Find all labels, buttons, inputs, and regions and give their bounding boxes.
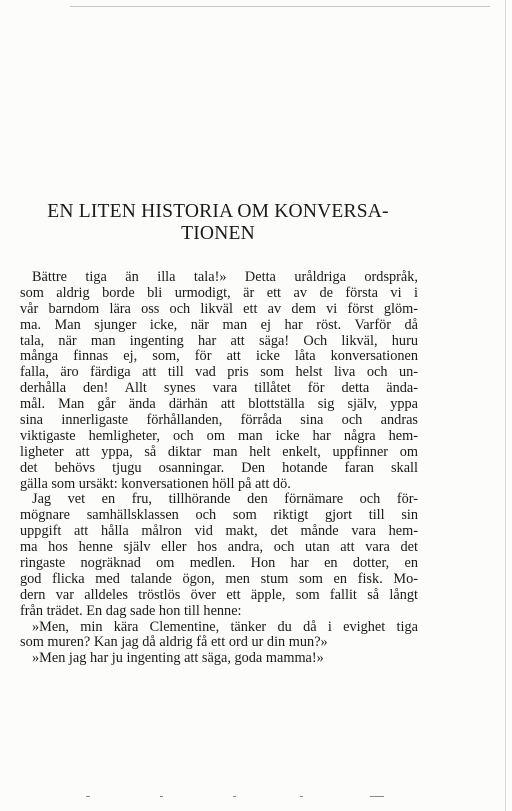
- chapter-title-line-1: EN LITEN HISTORIA OM KONVERSA-: [47, 201, 389, 223]
- text-line: det behövs tjugu osanningar. Den hotande faran skall: [20, 460, 418, 476]
- text-line: ringaste nogräknad om medlen. Hon har en dotter, en: [20, 556, 418, 572]
- text-line: falla, äro färdiga att till vad pris som helst liva och un-: [20, 365, 418, 381]
- text-line: från trädet. En dag sade hon till henne:: [20, 603, 242, 619]
- chapter-title: [16, 201, 420, 245]
- chapter-title-line-2: TIONEN: [181, 223, 255, 245]
- speck: [300, 796, 303, 797]
- text-line: uppgift att hålla målron vid makt, det månde vara hem-: [20, 524, 418, 540]
- text-line: ma. Man sjunger icke, när man ej har röst. Varför då: [20, 317, 418, 333]
- text-line: sina innerligaste förhållanden, förråda sina och andras: [20, 413, 418, 429]
- top-rule: [70, 6, 490, 7]
- text-line: ma hos henne själv eller hos andra, och utan att vara det: [20, 540, 418, 556]
- text-line: mögnare samhällsklassen och som riktigt gjort till sin: [20, 508, 418, 524]
- text-line: Jag vet en fru, tillhörande den förnämare och för-: [32, 492, 418, 508]
- text-line: som muren? Kan jag då aldrig få ett ord ur din mun?»: [20, 635, 328, 651]
- body-text: [20, 270, 418, 667]
- text-line: god flicka med talande ögon, men stum som en fisk. Mo-: [20, 571, 418, 587]
- text-line: många finnas ej, som, för att icke låta konversationen: [20, 349, 418, 365]
- text-line: dern var alldeles tröstlös över ett äpple, som fallit så långt: [20, 587, 418, 603]
- scan-specks: [0, 796, 512, 808]
- text-line: tala, när man ingenting har att säga! Och likväl, huru: [20, 333, 418, 349]
- speck: [233, 796, 236, 797]
- page-edge: [505, 0, 506, 811]
- text-line: vår barndom lära oss och likväl ett av dem vi först glöm-: [20, 301, 418, 317]
- speck: [86, 796, 90, 797]
- speck: [370, 796, 384, 797]
- speck: [160, 796, 163, 797]
- text-line: som aldrig borde bli urmodigt, är ett av de första vi i: [20, 285, 418, 301]
- text-line: »Men jag har ju ingenting att säga, goda mamma!»: [32, 651, 324, 667]
- text-line: viktigaste hemligheter, och om man icke har några hem-: [20, 428, 418, 444]
- text-line: derhålla den! Allt synes vara tillåtet för detta ända-: [20, 381, 418, 397]
- text-line: gälla som ursäkt: konversationen höll på att dö.: [20, 476, 291, 492]
- text-line: »Men, min kära Clementine, tänker du då i evighet tiga: [32, 619, 418, 635]
- text-line: Bättre tiga än illa tala!» Detta uråldriga ordspråk,: [32, 270, 418, 285]
- text-line: ligheter att yppa, så diktar man helt enkelt, uppfinner om: [20, 444, 418, 460]
- text-line: mål. Man går ända därhän att blottställa sig själv, yppa: [20, 397, 418, 413]
